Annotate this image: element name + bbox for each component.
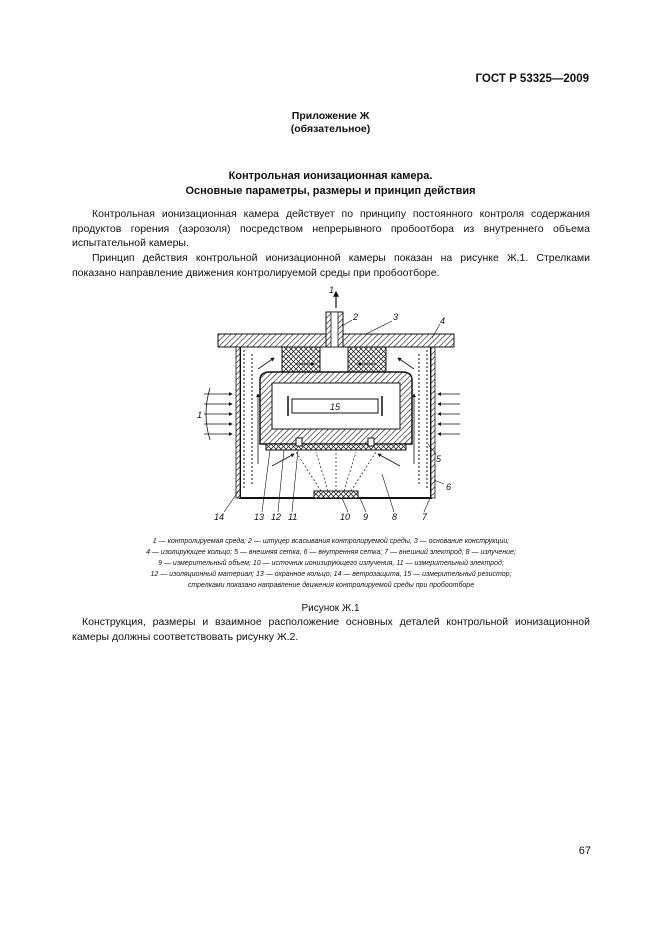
figure-caption: Рисунок Ж.1 <box>301 603 360 614</box>
callout-14: 14 <box>214 512 225 522</box>
callout-1-left: 1 <box>197 410 203 420</box>
section-title-line1: Контрольная ионизационная камера. <box>228 170 433 182</box>
callout-12: 12 <box>271 512 282 522</box>
radiation-rays <box>296 452 376 491</box>
legend-line: 4 — изолирующее кольцо; 5 — внешняя сетка; 6 — внутренняя сетка; 7 — внешний электрод; 8 — излучение; <box>146 549 516 556</box>
insulating-ring-left <box>282 347 320 374</box>
legend-line: стрелками показано направление движения контролируемой среды при пробоотборе <box>187 582 475 589</box>
callout-15: 15 <box>330 402 341 412</box>
legend-line: 9 — измерительный объем; 10 — источник ионизирующего излучения, 11 — измерительный электрод; <box>158 560 504 567</box>
wind-protection <box>236 347 240 498</box>
paragraph-figure-reference <box>72 251 590 280</box>
guard-ring <box>296 438 302 446</box>
paragraph-principle <box>72 207 590 251</box>
callout-11: 11 <box>288 512 298 522</box>
paragraph-figure-reference-text: Принцип действия контрольной ионизационной камеры показан на рисунке Ж.1. Стрелками показано направление движения контролируемой среды при пробоотборе. <box>72 252 590 279</box>
callout-5: 5 <box>436 454 442 464</box>
insulation-material <box>266 444 406 450</box>
callout-3: 3 <box>393 312 399 322</box>
legend-line: 1 — контролируемая среда; 2 — штуцер всасывания контролируемой среды, 3 — основание конструкции; <box>152 538 510 545</box>
callout-6: 6 <box>446 482 452 492</box>
callout-4: 4 <box>440 316 446 326</box>
figure-legend <box>72 536 590 591</box>
callout-9: 9 <box>363 512 369 522</box>
callout-2: 2 <box>353 312 359 322</box>
paragraph-construction: Конструкция, размеры и взаимное расположение основных деталей контрольной ионизационной камеры должны соответствовать рисунку Ж.2. <box>72 616 590 643</box>
annex-title: Приложение Ж <box>291 110 370 122</box>
radiation-source <box>314 491 358 498</box>
document-code: ГОСТ Р 53325—2009 <box>475 73 589 85</box>
paragraph-principle-text: Контрольная ионизационная камера действует по принципу постоянного контроля содержания продуктов горения (аэрозоля) посредством непрерывного пробоотбора из внутреннего объема испытательной камеры. <box>72 208 590 249</box>
callout-1-top: 1 <box>329 285 335 295</box>
legend-line: 12 — изоляционный материал; 13 — охранное кольцо; 14 — ветрозащита, 15 — измерительный резистор; <box>150 571 512 578</box>
callout-7: 7 <box>422 512 428 522</box>
page-number: 67 <box>578 845 591 857</box>
ionization-chamber-diagram <box>196 284 460 524</box>
insulating-ring-right <box>348 347 386 374</box>
section-title-line2: Основные параметры, размеры и принцип действия <box>185 185 476 197</box>
annex-status: (обязательное) <box>290 123 371 135</box>
callout-8: 8 <box>392 512 398 522</box>
callout-13: 13 <box>254 512 265 522</box>
callout-10: 10 <box>340 512 351 522</box>
